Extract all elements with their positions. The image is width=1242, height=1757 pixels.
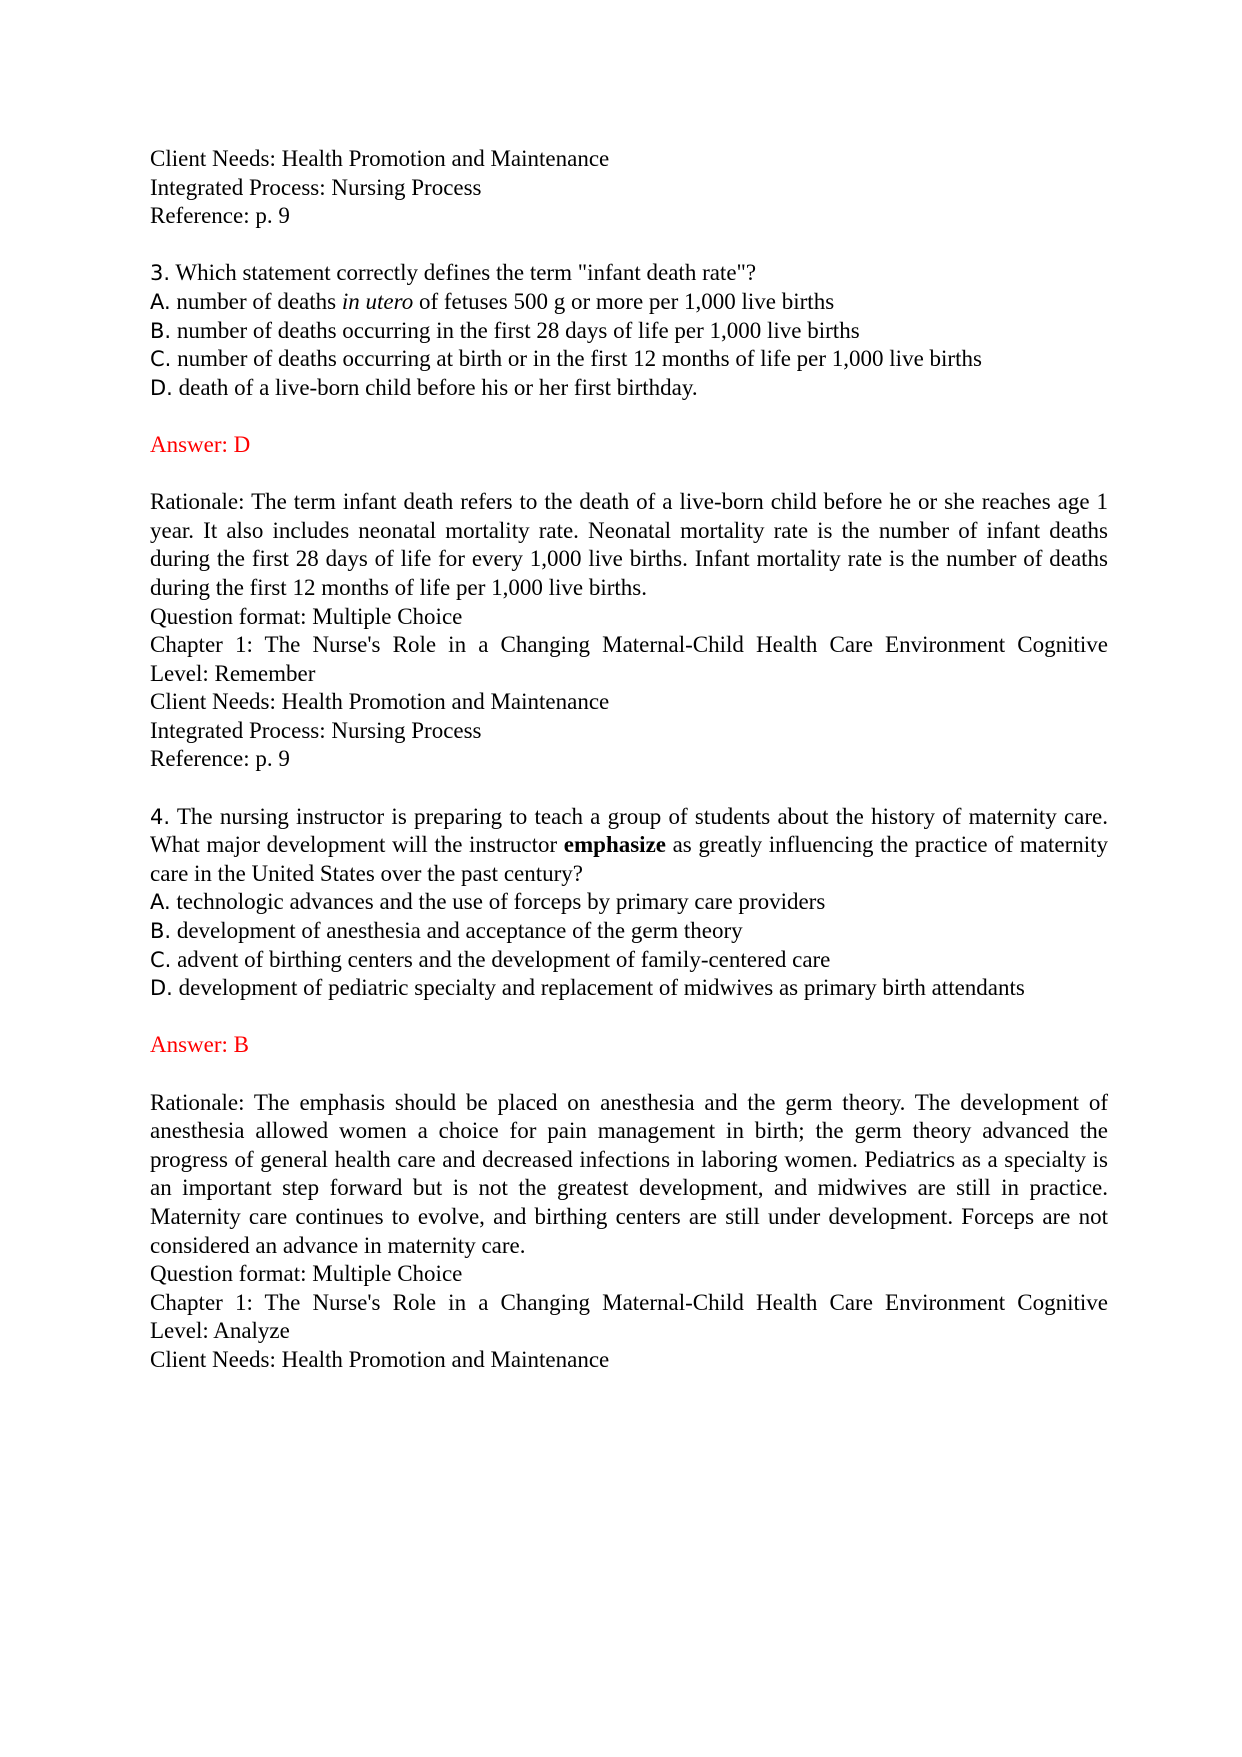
question-text: as greatly influencing the practice of maternity care in the United States over the past century? [150,832,1109,886]
spacer [150,1003,1108,1032]
option-letter: D. [150,976,173,1001]
cognitive-level-line: Level: Analyze [150,1318,290,1344]
question-stem [150,803,1108,889]
option-text: advent of birthing centers and the development of family-centered care [177,946,831,972]
answer-line: Answer: D [150,431,251,457]
reference-line: Reference: p. 9 [150,203,290,229]
option-c [150,946,1108,975]
option-text: of fetuses 500 g or more per 1,000 live births [413,288,835,314]
option-b [150,317,1108,346]
option-letter: C. [150,947,172,972]
option-text: death of a live-born child before his or her first birthday. [178,374,698,400]
option-letter: A. [150,890,171,915]
reference-line: Reference: p. 9 [150,746,290,772]
question-3 [150,259,1108,774]
option-text: number of deaths [176,288,342,314]
option-text: number of deaths occurring at birth or in the first 12 months of life per 1,000 live births [177,346,982,372]
option-text: development of anesthesia and acceptance of the germ theory [176,918,743,944]
option-letter: B. [150,318,172,343]
option-d [150,374,1108,403]
option-text: development of pediatric specialty and replacement of midwives as primary birth attendants [178,975,1025,1001]
option-text: technologic advances and the use of forceps by primary care providers [176,889,826,915]
question-emphasis: emphasize [563,832,666,858]
rationale-paragraph: Rationale: The term infant death refers to the death of a live-born child before he or she reaches age 1 year. It also includes neonatal mortality rate. Neonatal mortality rate is the number of infant deaths during the first 28 days of life for every 1,000 live births. Infant mortality rate is the number of deaths during the first 12 months of life per 1,000 live births. [150,489,1108,600]
option-a [150,288,1108,317]
option-letter: B. [150,919,172,944]
spacer [150,231,1108,260]
question-text: The nursing instructor is preparing to teach a group of students about the history of maternity care. What major development will the instructor [150,803,1108,858]
cognitive-level-line: Level: Remember [150,660,316,686]
chapter-line: Chapter 1: The Nurse's Role in a Changing Maternal-Child Health Care Environment Cognitive [150,1289,1108,1315]
spacer [150,460,1108,489]
client-needs-line: Client Needs: Health Promotion and Maintenance [150,146,610,171]
option-d [150,974,1108,1003]
question-stem [150,259,1108,288]
option-a [150,888,1108,917]
option-emphasis: in utero [341,288,414,314]
client-needs-line: Client Needs: Health Promotion and Maintenance [150,1346,610,1372]
spacer [150,774,1108,803]
question-format-line: Question format: Multiple Choice [150,603,463,629]
option-c [150,345,1108,374]
document-page [150,145,1108,1375]
question-number: 4. [150,804,171,829]
spacer [150,402,1108,431]
rationale-paragraph: Rationale: The emphasis should be placed on anesthesia and the germ theory. The development of anesthesia allowed women a choice for pain management in birth; the germ theory advanced the progress of general health care and decreased infections in laboring women. Pediatrics as a specialty is an important step forward but is not the greatest development, and midwives are still in practice. Maternity care continues to evolve, and birthing centers are still under development. Forceps are not considered an advance in maternity care. [150,1089,1108,1258]
spacer [150,1060,1108,1089]
option-text: number of deaths occurring in the first 28 days of life per 1,000 live births [176,317,860,343]
option-letter: C. [150,347,172,372]
answer-line: Answer: B [150,1032,250,1058]
integrated-process-line: Integrated Process: Nursing Process [150,717,482,743]
option-b [150,917,1108,946]
option-letter: A. [150,289,171,314]
client-needs-line: Client Needs: Health Promotion and Maintenance [150,689,610,715]
question-format-line: Question format: Multiple Choice [150,1261,463,1287]
integrated-process-line: Integrated Process: Nursing Process [150,174,482,200]
option-letter: D. [150,375,173,400]
question-4 [150,803,1108,1375]
question-number: 3. [150,261,171,286]
question-text: Which statement correctly defines the term "infant death rate"? [175,260,757,286]
chapter-line: Chapter 1: The Nurse's Role in a Changing Maternal-Child Health Care Environment Cognitive [150,632,1108,658]
